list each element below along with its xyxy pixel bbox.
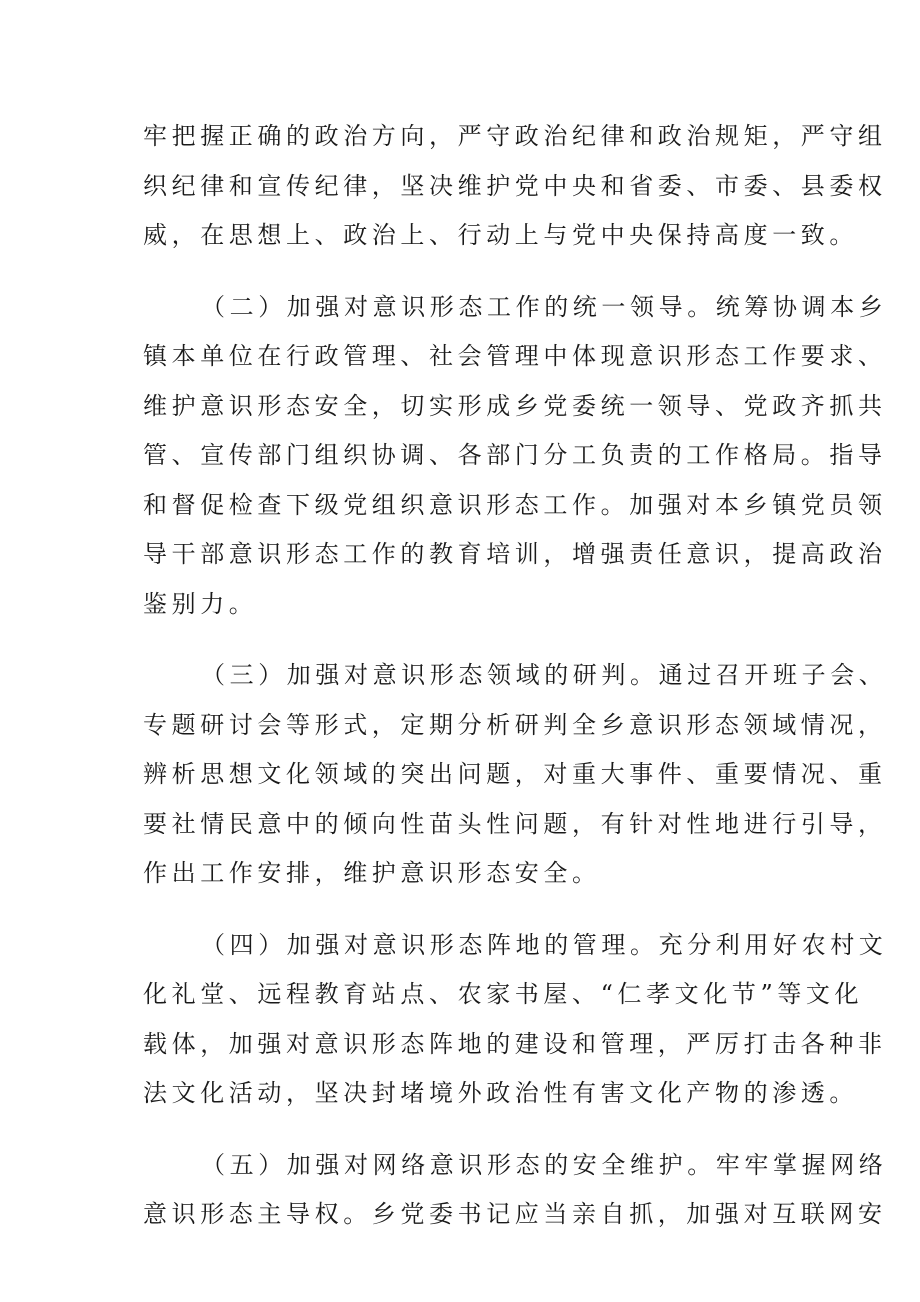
text-line: 牢把握正确的政治方向，严守政治纪律和政治规矩，严守组 <box>143 122 887 150</box>
text-line: （三）加强对意识形态领域的研判。通过召开班子会、 <box>201 661 888 689</box>
text-line: 辨析思想文化领域的突出问题，对重大事件、重要情况、重 <box>143 760 887 788</box>
paragraph-1 <box>143 112 887 261</box>
text-line: 威，在思想上、政治上、行动上与党中央保持高度一致。 <box>143 221 858 249</box>
text-line: 织纪律和宣传纪律，坚决维护党中央和省委、市委、县委权 <box>143 171 887 200</box>
paragraph-3 <box>143 651 888 899</box>
text-line: 和督促检查下级党组织意识形态工作。加强对本乡镇党员领 <box>143 490 887 519</box>
text-line: 鉴别力。 <box>143 589 258 618</box>
text-line: 化礼堂、远程教育站点、农家书屋、“仁孝文化节”等文化 <box>143 980 864 1008</box>
text-line: 管、宣传部门组织协调、各部门分工负责的工作格局。指导 <box>143 441 887 469</box>
text-line: 法文化活动，坚决封堵境外政治性有害文化产物的渗透。 <box>143 1079 858 1107</box>
text-line: 导干部意识形态工作的教育培训，增强责任意识，提高政治 <box>143 540 887 568</box>
text-line: 载体，加强对意识形态阵地的建设和管理，严厉打击各种非 <box>143 1029 887 1058</box>
text-line: 作出工作安排，维护意识形态安全。 <box>143 859 601 887</box>
text-line: 镇本单位在行政管理、社会管理中体现意识形态工作要求、 <box>143 342 887 370</box>
text-line: （四）加强对意识形态阵地的管理。充分利用好农村文 <box>201 930 888 959</box>
paragraph-2 <box>143 283 888 630</box>
paragraph-4 <box>143 921 888 1119</box>
text-line: 意识形态主导权。乡党委书记应当亲自抓，加强对互联网安 <box>143 1200 887 1228</box>
text-line: （二）加强对意识形态工作的统一领导。统筹协调本乡 <box>201 292 888 321</box>
text-line: 维护意识形态安全，切实形成乡党委统一领导、党政齐抓共 <box>143 391 887 420</box>
text-line: （五）加强对网络意识形态的安全维护。牢牢掌握网络 <box>201 1150 888 1179</box>
text-line: 专题研讨会等形式，定期分析研判全乡意识形态领域情况， <box>143 710 887 739</box>
text-line: 要社情民意中的倾向性苗头性问题，有针对性地进行引导， <box>143 809 887 838</box>
paragraph-5 <box>143 1141 888 1240</box>
